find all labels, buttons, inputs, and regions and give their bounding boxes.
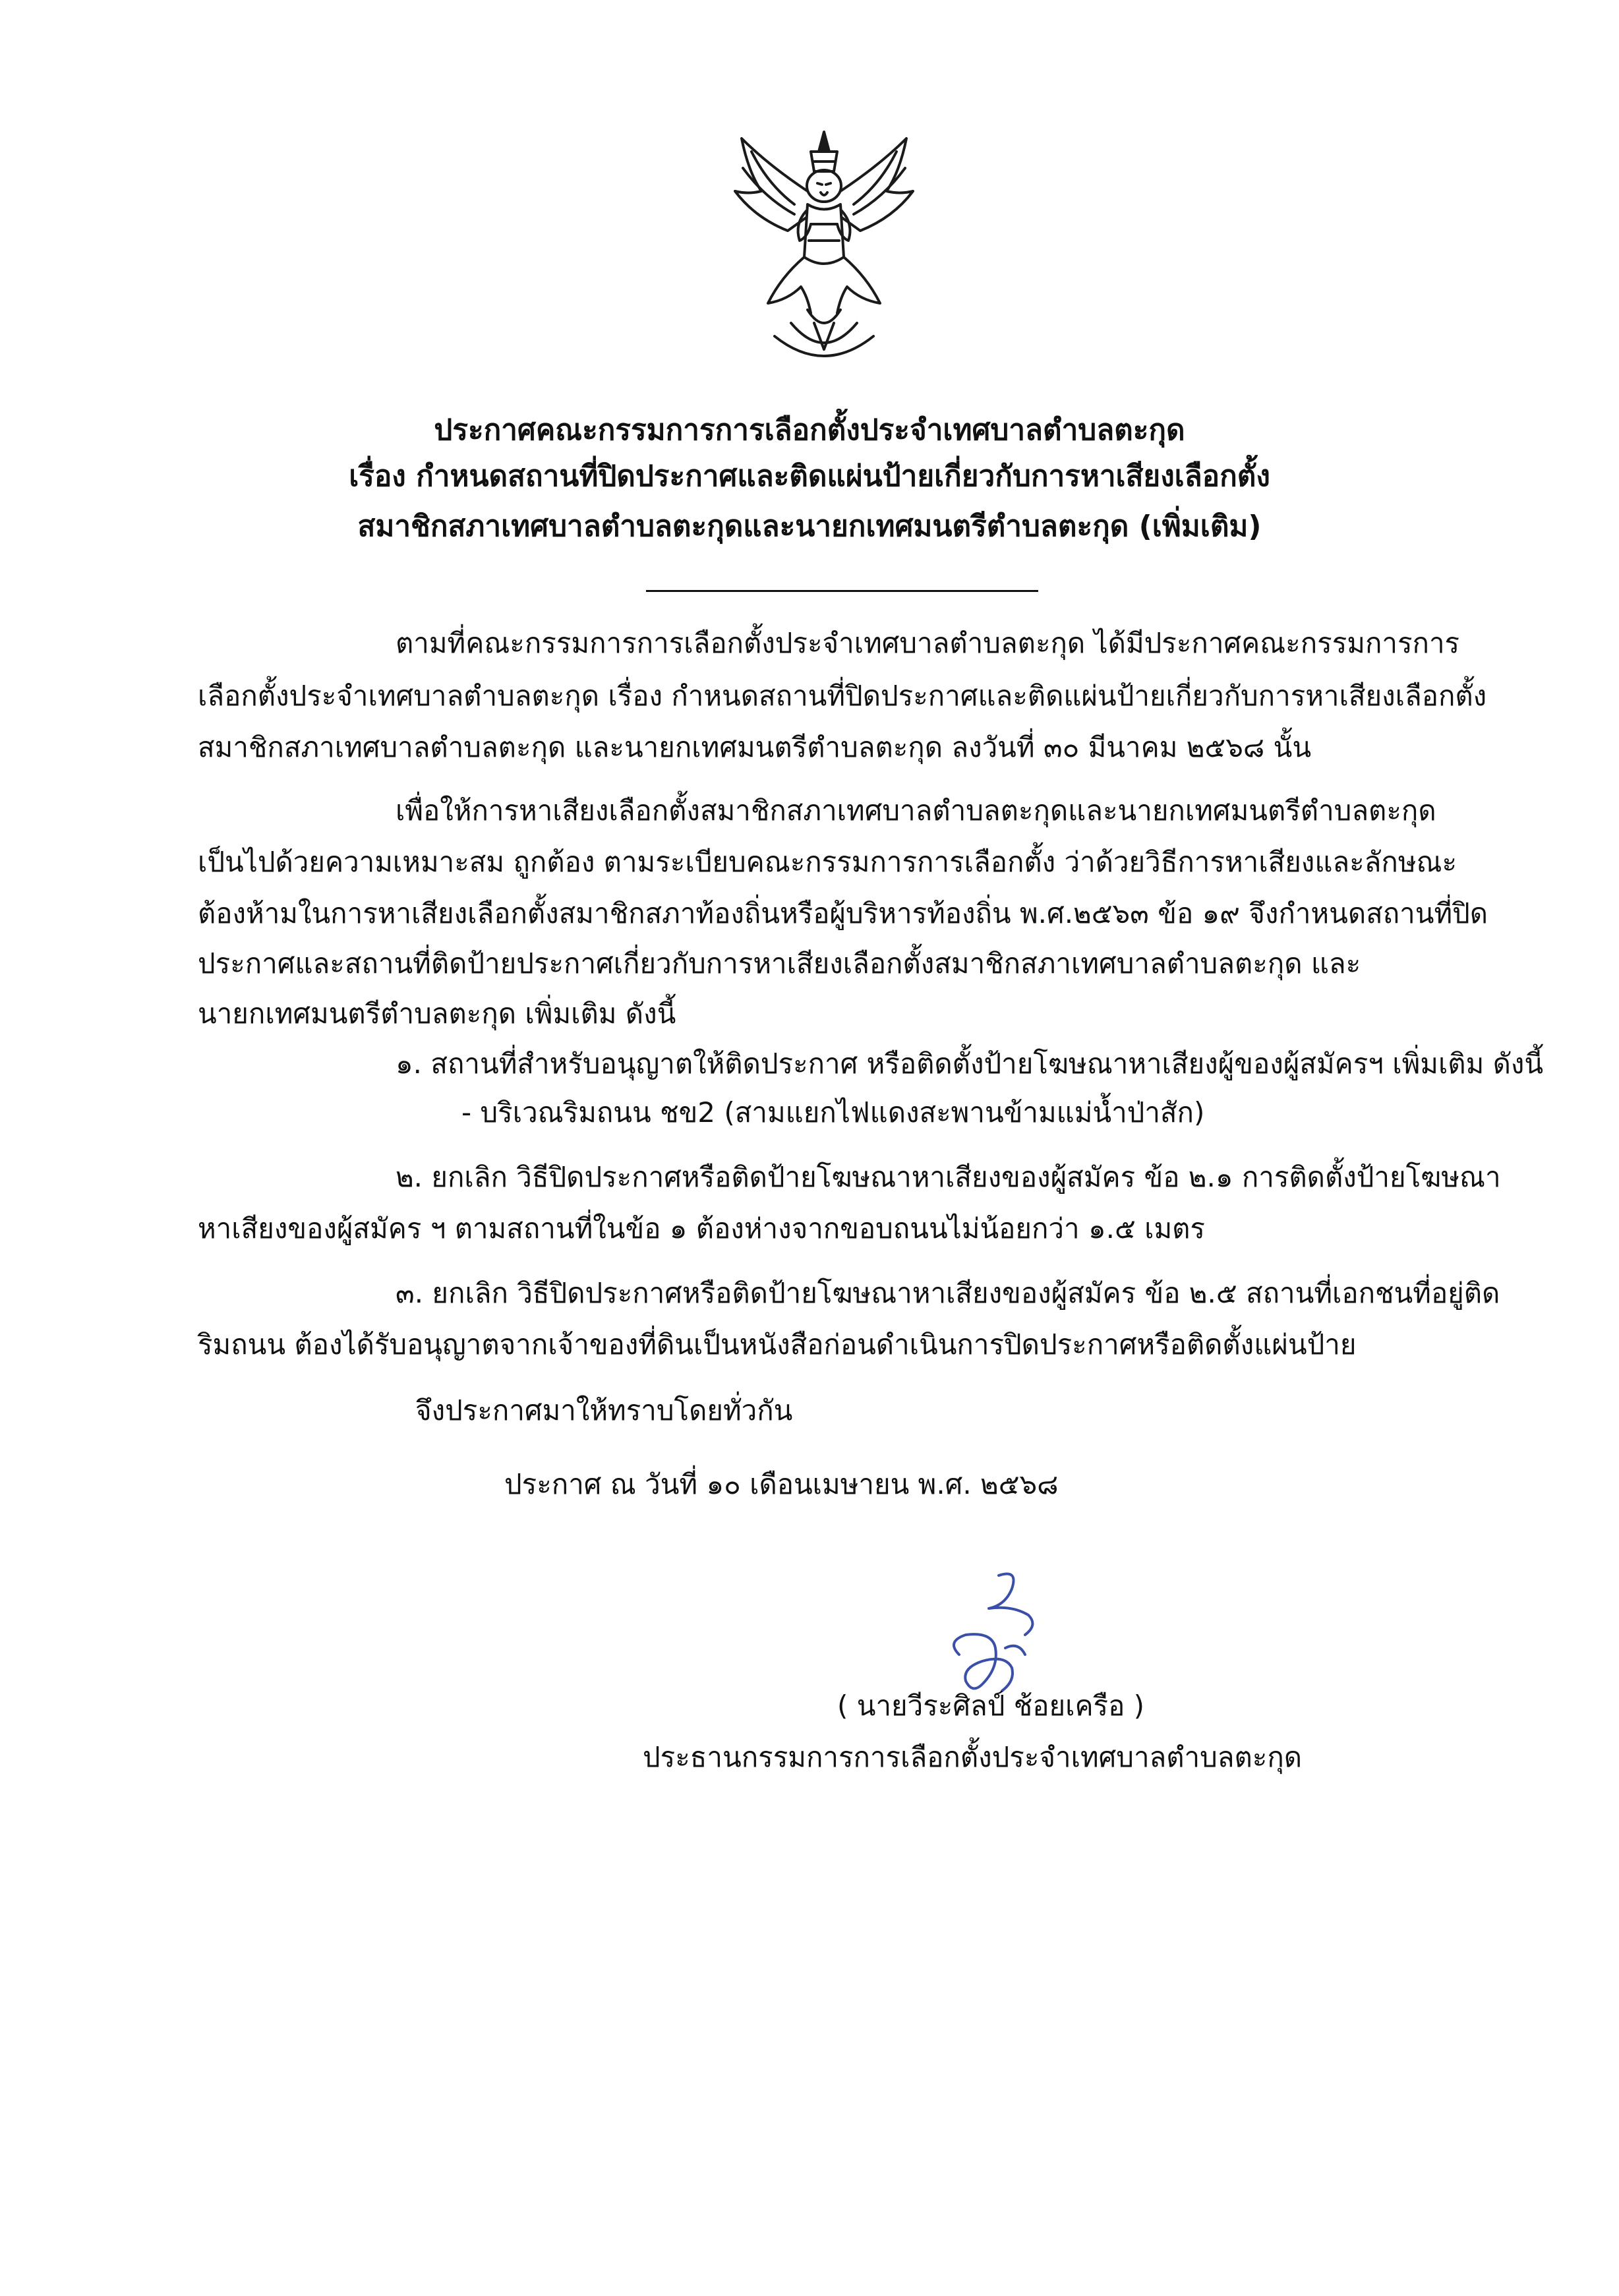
announcement-title: ประกาศคณะกรรมการการเลือกตั้งประจำเทศบาลตำบลตะกุด xyxy=(434,413,1185,447)
closing-statement: จึงประกาศมาให้ทราบโดยทั่วกัน xyxy=(415,1394,793,1427)
paragraph-2-line-2: เป็นไปด้วยความเหมาะสม ถูกต้อง ตามระเบียบคณะกรรมการการเลือกตั้ง ว่าด้วยวิธีการหาเสียงและลักษณะ xyxy=(198,846,1457,878)
paragraph-2-line-5: นายกเทศมนตรีตำบลตะกุด เพิ่มเติม ดังนี้ xyxy=(198,997,676,1030)
paragraph-1-line-1: ตามที่คณะกรรมการการเลือกตั้งประจำเทศบาลตำบลตะกุด ได้มีประกาศคณะกรรมการการ xyxy=(396,627,1460,659)
item-1-sub: - บริเวณริมถนน ชข2 (สามแยกไฟแดงสะพานข้ามแม่น้ำป่าสัก) xyxy=(461,1096,1205,1129)
paragraph-1-line-2: เลือกตั้งประจำเทศบาลตำบลตะกุด เรื่อง กำหนดสถานที่ปิดประกาศและติดแผ่นป้ายเกี่ยวกับการหาเสียงเลือกตั้ง xyxy=(198,680,1487,712)
announcement-subject: เรื่อง กำหนดสถานที่ปิดประกาศและติดแผ่นป้ายเกี่ยวกับการหาเสียงเลือกตั้ง xyxy=(349,459,1270,493)
item-3-line-1: ๓. ยกเลิก วิธีปิดประกาศหรือติดป้ายโฆษณาหาเสียงของผู้สมัคร ข้อ ๒.๕ สถานที่เอกชนที่อยู่ติด xyxy=(396,1277,1500,1309)
garuda-emblem-icon xyxy=(728,125,920,376)
handwritten-signature xyxy=(920,1569,1065,1707)
announcement-date: ประกาศ ณ วันที่ ๑๐ เดือนเมษายน พ.ศ. ๒๕๖๘ xyxy=(504,1468,1059,1500)
announcement-subject-continued: สมาชิกสภาเทศบาลตำบลตะกุดและนายกเทศมนตรีตำบลตะกุด (เพิ่มเติม) xyxy=(357,510,1262,543)
item-1: ๑. สถานที่สำหรับอนุญาตให้ติดประกาศ หรือติดตั้งป้ายโฆษณาหาเสียงผู้ของผู้สมัครฯ เพิ่มเติม ดังนี้ xyxy=(396,1047,1544,1080)
paragraph-2-line-1: เพื่อให้การหาเสียงเลือกตั้งสมาชิกสภาเทศบาลตำบลตะกุดและนายกเทศมนตรีตำบลตะกุด xyxy=(396,794,1436,827)
paragraph-2-line-3: ต้องห้ามในการหาเสียงเลือกตั้งสมาชิกสภาท้องถิ่นหรือผู้บริหารท้องถิ่น พ.ศ.๒๕๖๓ ข้อ ๑๙ จึงกำหนดสถานที่ปิด xyxy=(198,897,1488,929)
item-2-line-1: ๒. ยกเลิก วิธีปิดประกาศหรือติดป้ายโฆษณาหาเสียงของผู้สมัคร ข้อ ๒.๑ การติดตั้งป้ายโฆษณา xyxy=(396,1161,1501,1193)
paragraph-1-line-3: สมาชิกสภาเทศบาลตำบลตะกุด และนายกเทศมนตรีตำบลตะกุด ลงวันที่ ๓๐ มีนาคม ๒๕๖๘ นั้น xyxy=(198,731,1312,763)
title-divider xyxy=(646,590,1038,592)
paragraph-2-line-4: ประกาศและสถานที่ติดป้ายประกาศเกี่ยวกับการหาเสียงเลือกตั้งสมาชิกสภาเทศบาลตำบลตะกุด และ xyxy=(198,947,1361,980)
item-2-line-2: หาเสียงของผู้สมัคร ฯ ตามสถานที่ในข้อ ๑ ต้องห่างจากขอบถนนไม่น้อยกว่า ๑.๕ เมตร xyxy=(198,1212,1205,1245)
signatory-name: ( นายวีระศิลป์ ช้อยเครือ ) xyxy=(837,1690,1145,1722)
item-3-line-2: ริมถนน ต้องได้รับอนุญาตจากเจ้าของที่ดินเป็นหนังสือก่อนดำเนินการปิดประกาศหรือติดตั้งแผ่นป้าย xyxy=(198,1328,1357,1361)
signatory-title: ประธานกรรมการการเลือกตั้งประจำเทศบาลตำบลตะกุด xyxy=(643,1741,1303,1773)
